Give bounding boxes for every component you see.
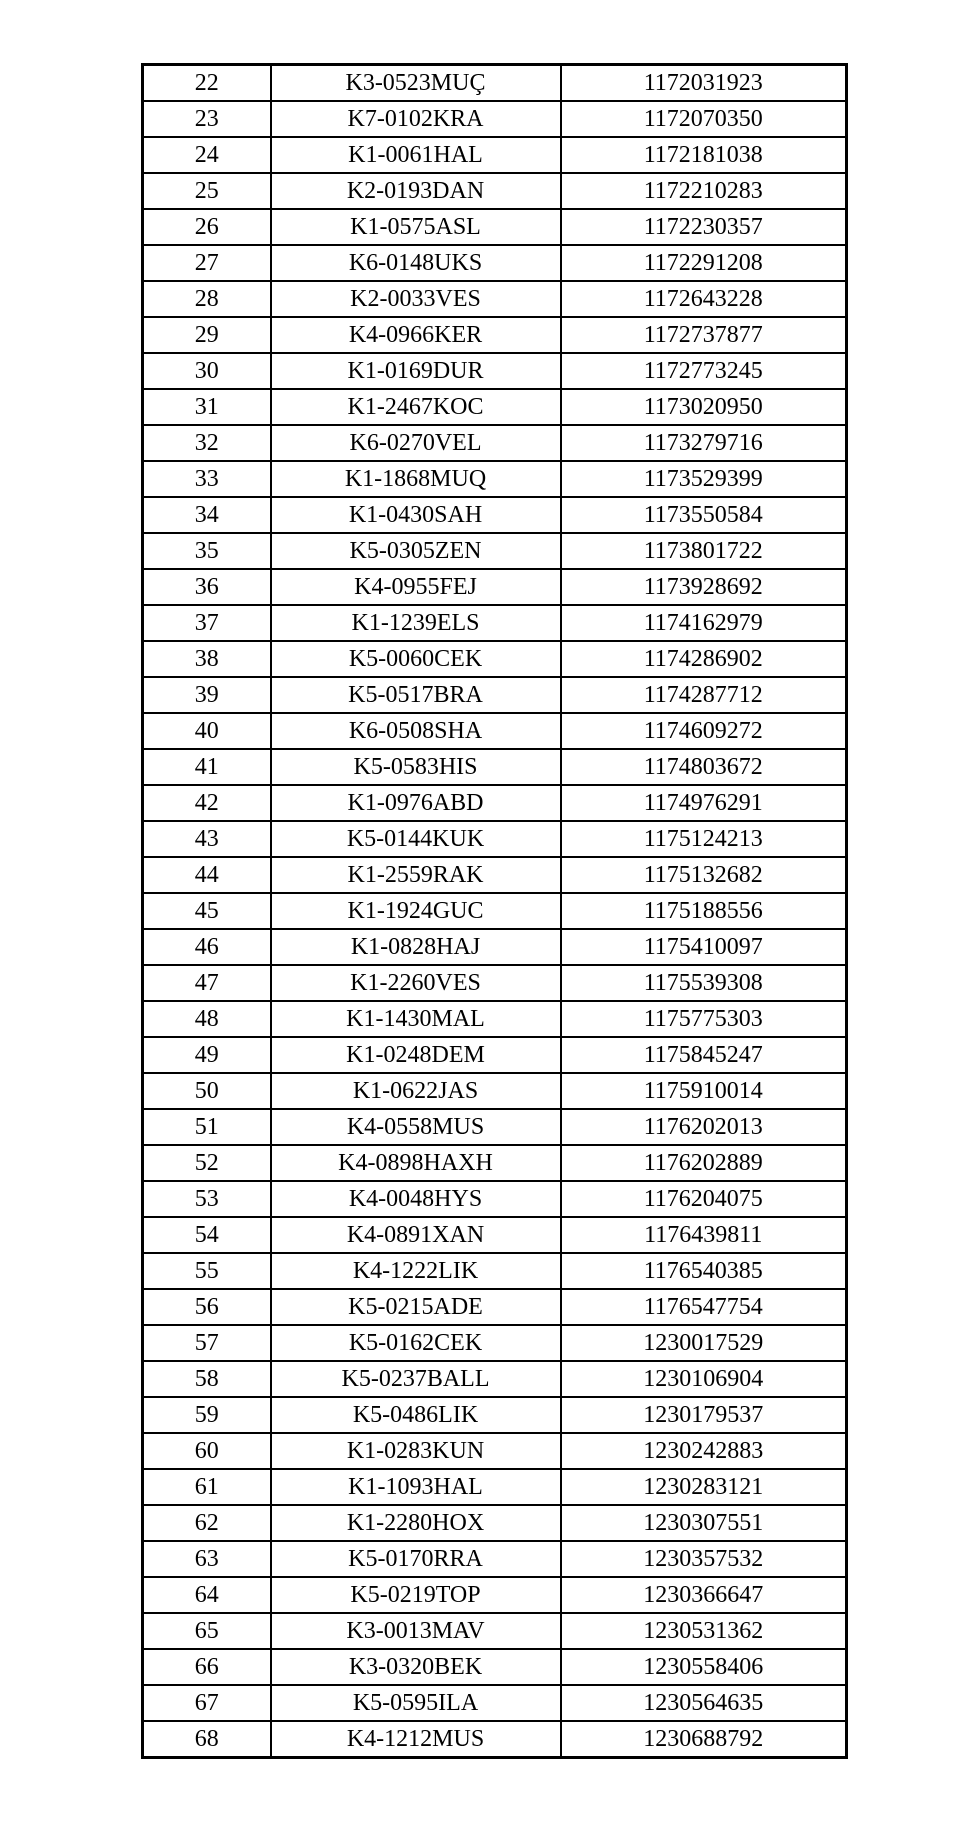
row-number-cell: 56 [143,1289,271,1325]
row-number-cell: 50 [143,1073,271,1109]
id-number-cell: 1172773245 [561,353,847,389]
table-row [143,785,847,821]
row-number-cell: 28 [143,281,271,317]
table-row [143,1001,847,1037]
row-number-cell: 54 [143,1217,271,1253]
table-row [143,677,847,713]
code-cell: K7-0102KRA [271,101,561,137]
row-number-cell: 31 [143,389,271,425]
table-row [143,173,847,209]
code-cell: K1-2260VES [271,965,561,1001]
row-number-cell: 25 [143,173,271,209]
table-row [143,1505,847,1541]
row-number-cell: 40 [143,713,271,749]
table-row [143,281,847,317]
code-cell: K2-0193DAN [271,173,561,209]
table-row [143,389,847,425]
id-number-cell: 1175775303 [561,1001,847,1037]
code-cell: K1-0976ABD [271,785,561,821]
row-number-cell: 45 [143,893,271,929]
id-number-cell: 1230366647 [561,1577,847,1613]
code-cell: K4-1222LIK [271,1253,561,1289]
code-cell: K1-2467KOC [271,389,561,425]
id-number-cell: 1172181038 [561,137,847,173]
row-number-cell: 30 [143,353,271,389]
row-number-cell: 44 [143,857,271,893]
row-number-cell: 57 [143,1325,271,1361]
table-row [143,101,847,137]
id-number-cell: 1230283121 [561,1469,847,1505]
id-number-cell: 1172230357 [561,209,847,245]
row-number-cell: 33 [143,461,271,497]
code-cell: K1-0622JAS [271,1073,561,1109]
code-cell: K2-0033VES [271,281,561,317]
code-cell: K6-0270VEL [271,425,561,461]
table-row [143,137,847,173]
code-cell: K1-1239ELS [271,605,561,641]
table-row [143,1109,847,1145]
table-row [143,641,847,677]
code-cell: K1-0169DUR [271,353,561,389]
id-number-cell: 1230531362 [561,1613,847,1649]
table-row [143,857,847,893]
id-number-cell: 1173279716 [561,425,847,461]
code-cell: K5-0595ILA [271,1685,561,1721]
id-number-cell: 1230106904 [561,1361,847,1397]
row-number-cell: 51 [143,1109,271,1145]
code-cell: K1-0248DEM [271,1037,561,1073]
code-cell: K1-0061HAL [271,137,561,173]
code-cell: K1-0575ASL [271,209,561,245]
row-number-cell: 22 [143,65,271,102]
row-number-cell: 60 [143,1433,271,1469]
row-number-cell: 64 [143,1577,271,1613]
id-number-cell: 1172291208 [561,245,847,281]
row-number-cell: 36 [143,569,271,605]
id-number-cell: 1173928692 [561,569,847,605]
row-number-cell: 55 [143,1253,271,1289]
row-number-cell: 58 [143,1361,271,1397]
id-number-cell: 1176202889 [561,1145,847,1181]
table-row [143,1253,847,1289]
row-number-cell: 24 [143,137,271,173]
row-number-cell: 39 [143,677,271,713]
code-cell: K1-1924GUC [271,893,561,929]
table-row [143,1325,847,1361]
row-number-cell: 26 [143,209,271,245]
code-cell: K4-1212MUS [271,1721,561,1758]
row-number-cell: 46 [143,929,271,965]
code-cell: K6-0148UKS [271,245,561,281]
code-cell: K5-0219TOP [271,1577,561,1613]
code-cell: K5-0517BRA [271,677,561,713]
row-number-cell: 66 [143,1649,271,1685]
id-number-cell: 1230564635 [561,1685,847,1721]
id-number-cell: 1176540385 [561,1253,847,1289]
table-row [143,1289,847,1325]
code-cell: K1-1868MUQ [271,461,561,497]
id-number-cell: 1176204075 [561,1181,847,1217]
code-cell: K5-0170RRA [271,1541,561,1577]
code-cell: K1-0283KUN [271,1433,561,1469]
table-row [143,461,847,497]
code-cell: K4-0048HYS [271,1181,561,1217]
id-number-cell: 1174287712 [561,677,847,713]
table-row [143,1469,847,1505]
id-number-cell: 1230558406 [561,1649,847,1685]
row-number-cell: 32 [143,425,271,461]
table-row [143,965,847,1001]
code-cell: K5-0486LIK [271,1397,561,1433]
id-number-cell: 1175188556 [561,893,847,929]
code-cell: K5-0583HIS [271,749,561,785]
id-number-cell: 1175410097 [561,929,847,965]
table-row [143,1613,847,1649]
id-number-cell: 1230357532 [561,1541,847,1577]
table-row [143,1361,847,1397]
row-number-cell: 61 [143,1469,271,1505]
row-number-cell: 47 [143,965,271,1001]
table-row [143,1397,847,1433]
id-number-cell: 1173801722 [561,533,847,569]
table-row [143,533,847,569]
code-cell: K4-0558MUS [271,1109,561,1145]
code-cell: K1-1430MAL [271,1001,561,1037]
id-number-cell: 1175132682 [561,857,847,893]
row-number-cell: 35 [143,533,271,569]
row-number-cell: 41 [143,749,271,785]
id-number-cell: 1175910014 [561,1073,847,1109]
row-number-cell: 52 [143,1145,271,1181]
table-row [143,353,847,389]
id-number-cell: 1175845247 [561,1037,847,1073]
code-cell: K1-2559RAK [271,857,561,893]
id-number-cell: 1172031923 [561,65,847,102]
table-row [143,1073,847,1109]
table-row [143,1433,847,1469]
table-row [143,65,847,102]
id-number-cell: 1174162979 [561,605,847,641]
table-row [143,1721,847,1758]
code-cell: K3-0523MUÇ [271,65,561,102]
id-number-cell: 1176439811 [561,1217,847,1253]
row-number-cell: 37 [143,605,271,641]
table-row [143,317,847,353]
id-number-cell: 1172737877 [561,317,847,353]
table-row [143,821,847,857]
row-number-cell: 48 [143,1001,271,1037]
code-cell: K4-0966KER [271,317,561,353]
id-number-cell: 1173020950 [561,389,847,425]
code-cell: K5-0060CEK [271,641,561,677]
id-number-cell: 1230017529 [561,1325,847,1361]
row-number-cell: 53 [143,1181,271,1217]
row-number-cell: 38 [143,641,271,677]
code-cell: K1-1093HAL [271,1469,561,1505]
id-number-cell: 1172070350 [561,101,847,137]
row-number-cell: 43 [143,821,271,857]
table-row [143,1037,847,1073]
row-number-cell: 67 [143,1685,271,1721]
id-number-cell: 1175539308 [561,965,847,1001]
code-cell: K1-0828HAJ [271,929,561,965]
row-number-cell: 68 [143,1721,271,1758]
id-number-cell: 1172210283 [561,173,847,209]
code-cell: K6-0508SHA [271,713,561,749]
row-number-cell: 65 [143,1613,271,1649]
row-number-cell: 34 [143,497,271,533]
row-number-cell: 23 [143,101,271,137]
table-row [143,929,847,965]
row-number-cell: 62 [143,1505,271,1541]
id-number-cell: 1176202013 [561,1109,847,1145]
table-row [143,749,847,785]
row-number-cell: 27 [143,245,271,281]
table-row [143,1217,847,1253]
row-number-cell: 42 [143,785,271,821]
table-row [143,1685,847,1721]
code-cell: K5-0237BALL [271,1361,561,1397]
table-row [143,209,847,245]
table-row [143,1145,847,1181]
table-row [143,425,847,461]
id-number-cell: 1174609272 [561,713,847,749]
table-row [143,1541,847,1577]
code-cell: K5-0162CEK [271,1325,561,1361]
id-number-cell: 1230179537 [561,1397,847,1433]
table-row [143,497,847,533]
code-cell: K5-0215ADE [271,1289,561,1325]
code-cell: K3-0320BEK [271,1649,561,1685]
table-row [143,1577,847,1613]
code-cell: K1-2280HOX [271,1505,561,1541]
id-number-cell: 1174286902 [561,641,847,677]
id-number-cell: 1173550584 [561,497,847,533]
id-number-cell: 1174803672 [561,749,847,785]
id-number-cell: 1172643228 [561,281,847,317]
id-number-cell: 1174976291 [561,785,847,821]
code-cell: K1-0430SAH [271,497,561,533]
table-row [143,245,847,281]
code-cell: K4-0891XAN [271,1217,561,1253]
id-number-cell: 1230307551 [561,1505,847,1541]
id-number-cell: 1175124213 [561,821,847,857]
row-number-cell: 49 [143,1037,271,1073]
table-row [143,1649,847,1685]
id-number-cell: 1230688792 [561,1721,847,1758]
table-row [143,569,847,605]
row-number-cell: 29 [143,317,271,353]
code-cell: K4-0955FEJ [271,569,561,605]
table-row [143,605,847,641]
code-cell: K5-0305ZEN [271,533,561,569]
id-number-cell: 1176547754 [561,1289,847,1325]
table-body [143,65,847,1758]
code-cell: K3-0013MAV [271,1613,561,1649]
data-table [141,63,848,1759]
table-row [143,1181,847,1217]
code-cell: K5-0144KUK [271,821,561,857]
table-row [143,893,847,929]
row-number-cell: 59 [143,1397,271,1433]
code-cell: K4-0898HAXH [271,1145,561,1181]
id-number-cell: 1173529399 [561,461,847,497]
table-row [143,713,847,749]
row-number-cell: 63 [143,1541,271,1577]
id-number-cell: 1230242883 [561,1433,847,1469]
